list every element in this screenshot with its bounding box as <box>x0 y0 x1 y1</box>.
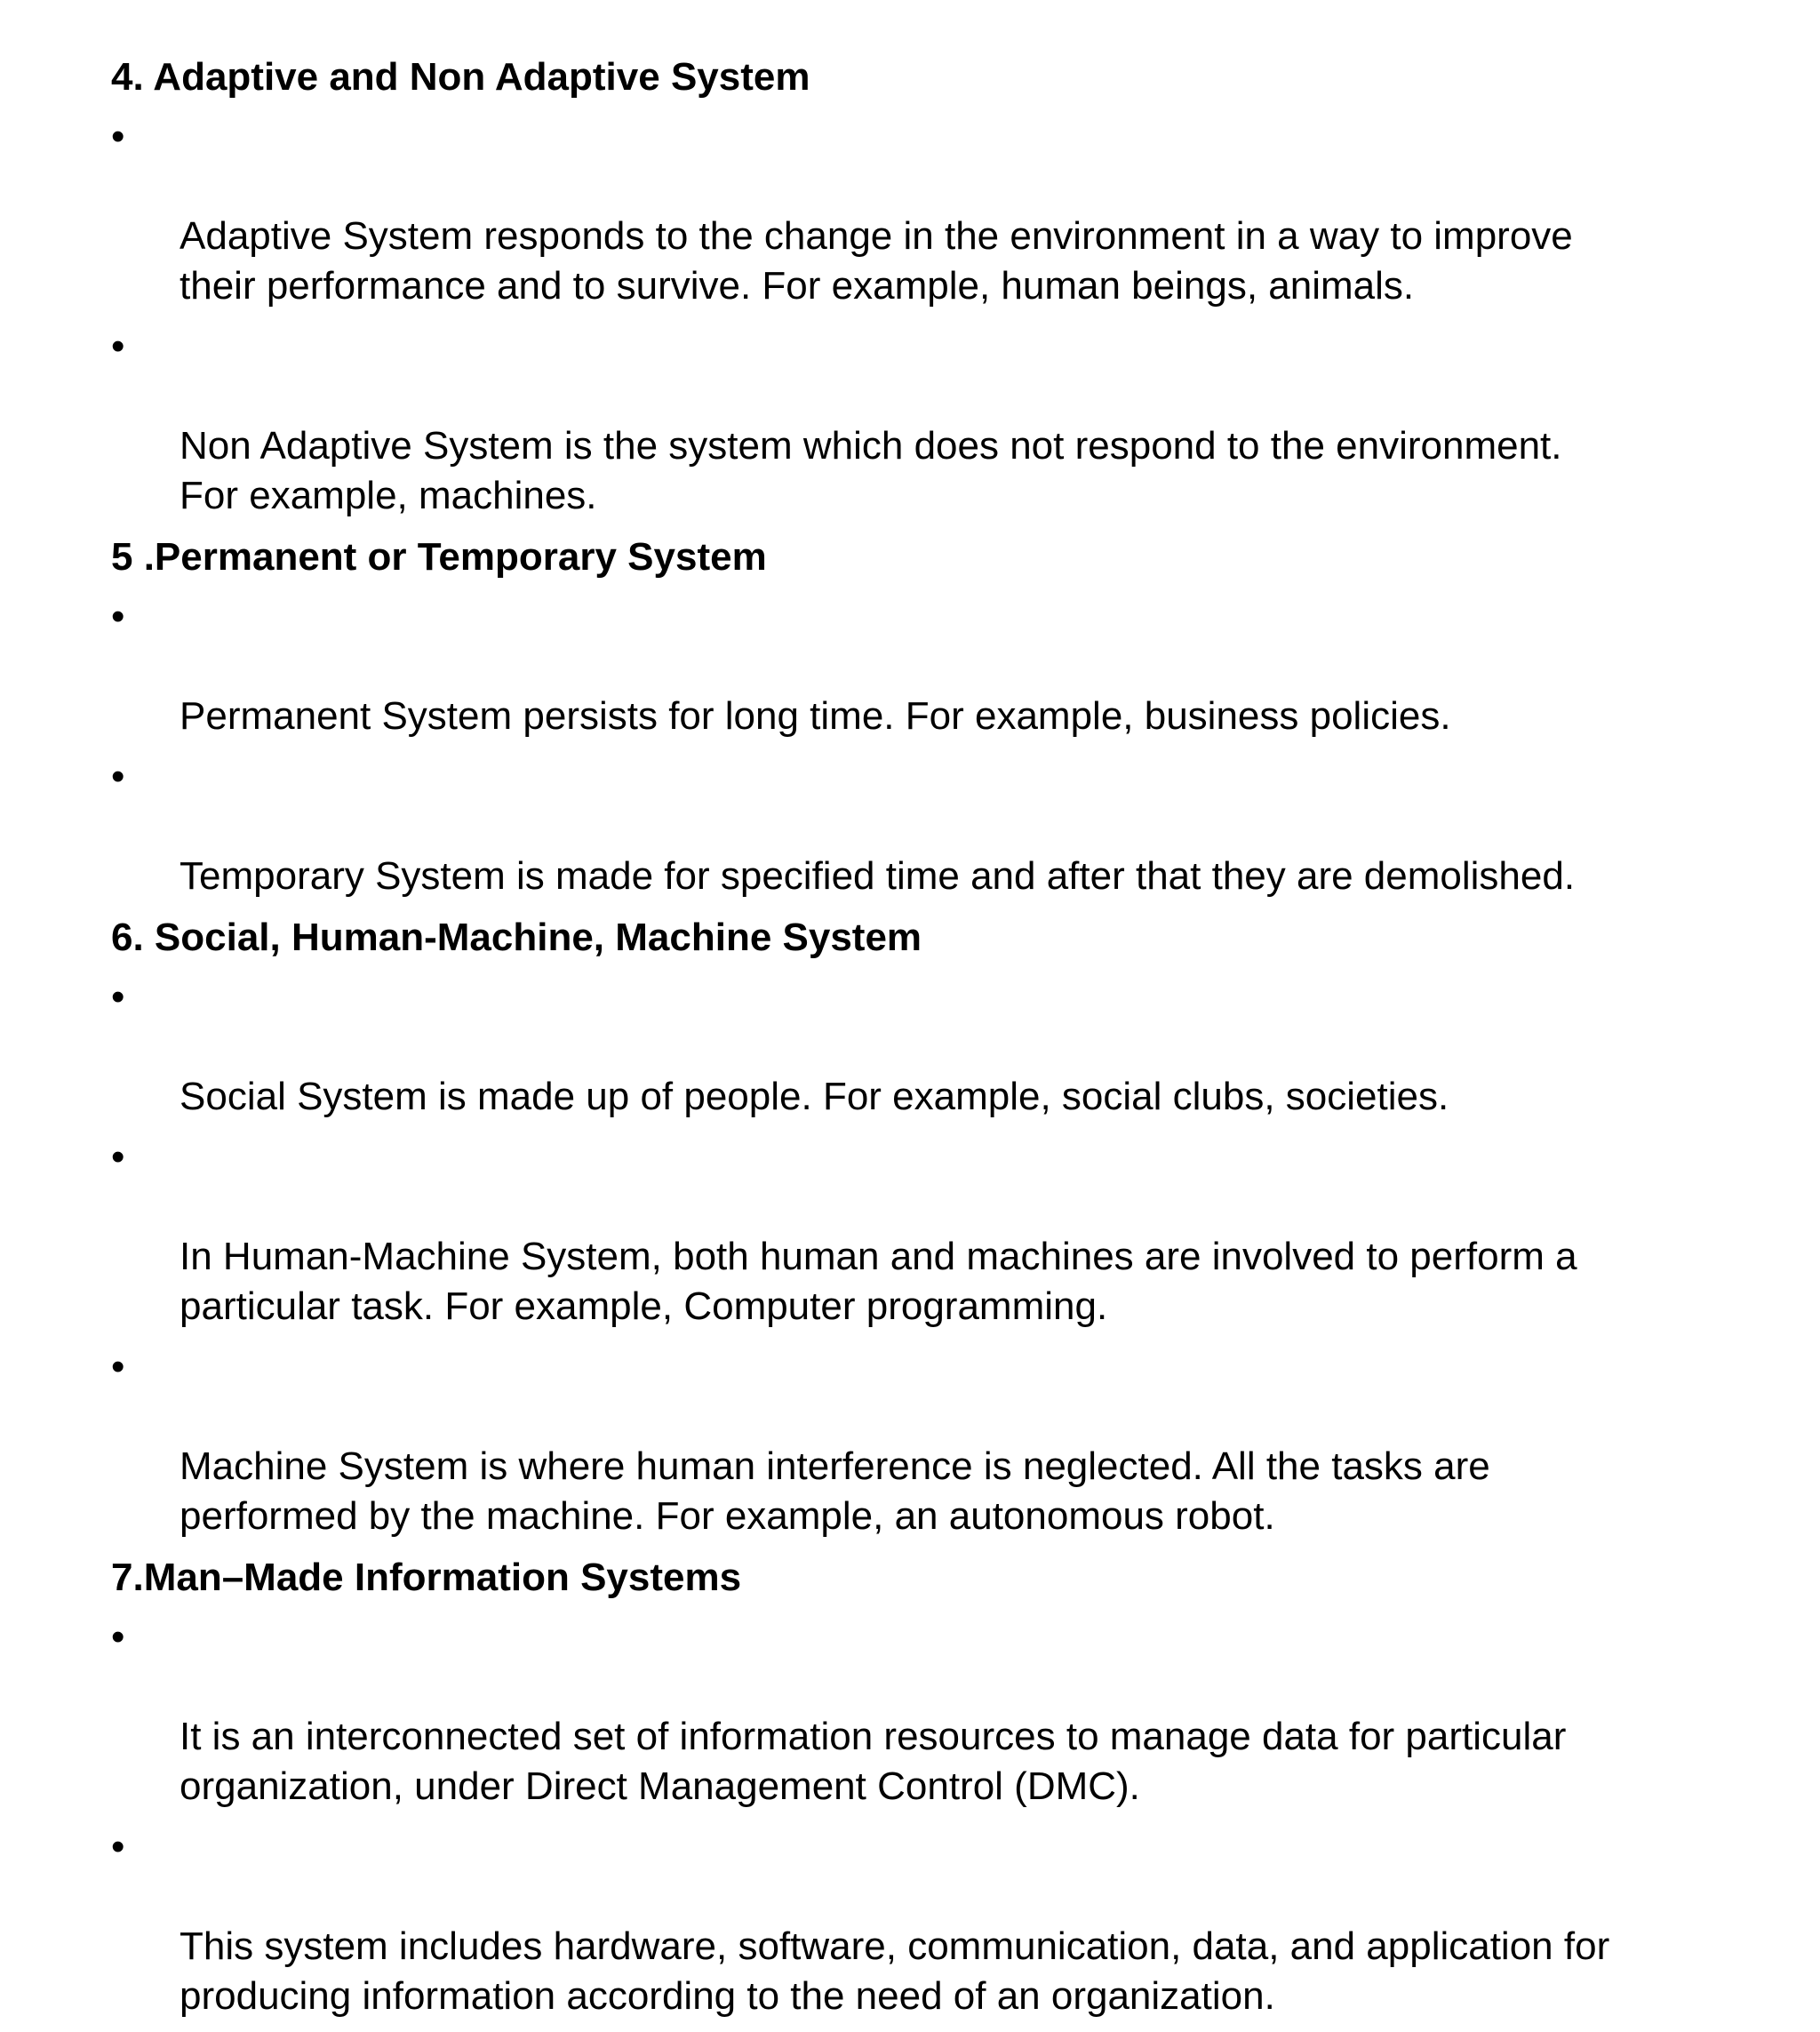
bullet-item <box>111 1822 1782 2021</box>
section-man-made <box>111 1552 1782 2021</box>
bullet-item <box>111 592 1782 741</box>
section-heading: 7.Man–Made Information Systems <box>111 1556 742 1599</box>
bullet-text: This system includes hardware, software, communication, data, and application for producing information according to the need of an organization. <box>180 1924 1610 2018</box>
bullet-icon: • <box>111 324 125 368</box>
bullet-icon: • <box>111 755 125 798</box>
bullet-item <box>111 1132 1782 1332</box>
bullet-text: Temporary System is made for specified time and after that they are demolished. <box>180 854 1576 898</box>
bullet-icon: • <box>111 1345 125 1388</box>
bullet-item <box>111 112 1782 311</box>
section-heading: 4. Adaptive and Non Adaptive System <box>111 55 810 99</box>
bullet-item <box>111 972 1782 1122</box>
section-heading: 5 .Permanent or Temporary System <box>111 535 767 579</box>
bullet-text: Adaptive System responds to the change in the environment in a way to improve their performance and to survive. For example, human beings, animals. <box>180 214 1573 308</box>
section-heading: 6. Social, Human-Machine, Machine System <box>111 916 922 959</box>
section-permanent <box>111 532 1782 901</box>
bullet-icon: • <box>111 975 125 1019</box>
bullet-icon: • <box>111 1615 125 1659</box>
bullet-text: Permanent System persists for long time. For example, business policies. <box>180 694 1451 738</box>
bullet-item <box>111 322 1782 521</box>
bullet-icon: • <box>111 115 125 158</box>
bullet-item <box>111 1342 1782 1541</box>
section-adaptive <box>111 52 1782 521</box>
bullet-text: It is an interconnected set of information resources to manage data for particular organization, under Direct Management Control (DMC). <box>180 1715 1567 1808</box>
bullet-text: Social System is made up of people. For example, social clubs, societies. <box>180 1075 1449 1118</box>
bullet-item <box>111 1612 1782 1812</box>
bullet-icon: • <box>111 1825 125 1868</box>
slide-content <box>111 52 1782 2032</box>
bullet-icon: • <box>111 1135 125 1179</box>
bullet-text: Non Adaptive System is the system which does not respond to the environment. For example, machines. <box>180 424 1562 517</box>
bullet-text: Machine System is where human interference is neglected. All the tasks are performed by the machine. For example, an autonomous robot. <box>180 1444 1490 1538</box>
bullet-text: In Human-Machine System, both human and machines are involved to perform a particular task. For example, Computer programming. <box>180 1235 1577 1328</box>
bullet-icon: • <box>111 595 125 638</box>
bullet-item <box>111 752 1782 901</box>
section-social <box>111 912 1782 1541</box>
